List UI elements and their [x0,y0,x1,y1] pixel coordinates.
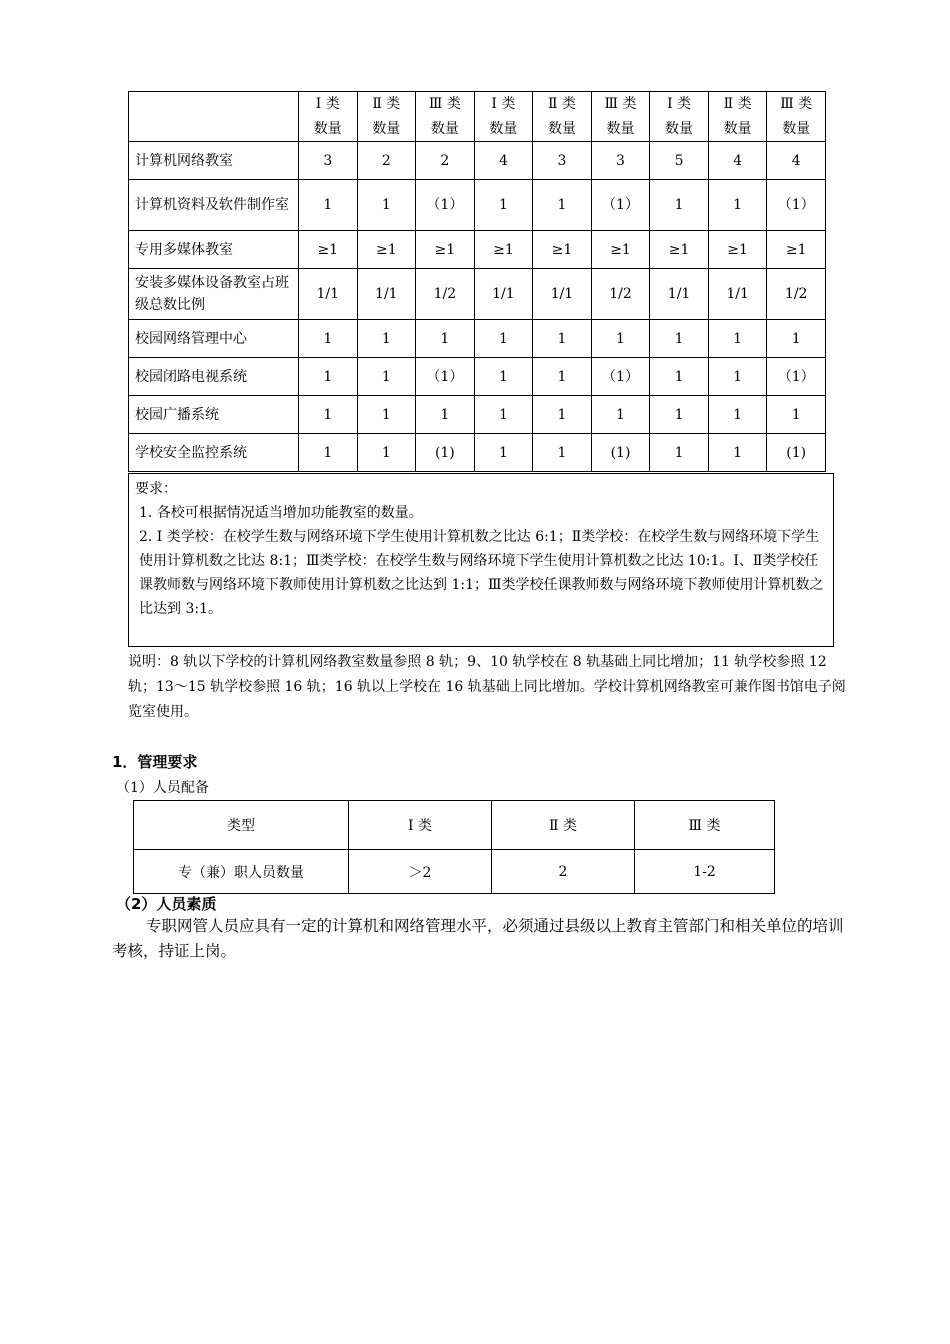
table-cell: 1/1 [357,269,416,320]
staff-header-cell: Ⅰ 类 [349,801,492,850]
table-row [129,231,826,269]
table-cell: ≥1 [650,231,709,269]
table-cell: 1 [299,358,358,396]
table-cell: 1/1 [650,269,709,320]
header-cell: Ⅱ 类 [708,92,767,117]
table-cell: 1 [299,320,358,358]
row-label: 安装多媒体设备教室占班级总数比例 [129,269,299,320]
table-cell: ≥1 [416,231,475,269]
staff-header-cell: Ⅲ 类 [635,801,775,850]
header-cell: 数量 [708,116,767,142]
table-cell: 1/2 [591,269,650,320]
table-cell: ≥1 [533,231,592,269]
staff-data-cell: 2 [492,850,635,894]
header-cell: 数量 [591,116,650,142]
table-cell: 1 [357,320,416,358]
equipment-header-row-1 [129,92,826,117]
header-cell: Ⅲ 类 [591,92,650,117]
header-cell: Ⅰ 类 [474,92,533,117]
table-cell: 1 [708,434,767,472]
table-cell: 1 [357,396,416,434]
staff-data-cell: 专（兼）职人员数量 [134,850,349,894]
header-cell: 数量 [650,116,709,142]
staff-header-row [134,801,775,850]
table-cell: 1 [533,358,592,396]
table-cell: （1） [591,358,650,396]
table-cell: 1/2 [416,269,475,320]
table-cell: （1） [767,180,826,231]
table-cell: 1 [474,180,533,231]
table-cell: 1 [474,434,533,472]
table-cell: 3 [591,142,650,180]
table-cell: 1 [650,396,709,434]
table-cell: 1 [533,434,592,472]
table-cell: 1 [357,358,416,396]
header-cell: 数量 [767,116,826,142]
equipment-header-row-2 [129,116,826,142]
table-cell: 1 [650,358,709,396]
header-cell: Ⅱ 类 [533,92,592,117]
header-cell: 数量 [357,116,416,142]
table-cell: ≥1 [357,231,416,269]
row-label: 专用多媒体教室 [129,231,299,269]
table-row [129,142,826,180]
table-cell: 4 [767,142,826,180]
row-label: 校园网络管理中心 [129,320,299,358]
table-cell: 1 [767,396,826,434]
table-cell: 4 [474,142,533,180]
table-cell: 1 [650,180,709,231]
header-cell: Ⅰ 类 [650,92,709,117]
table-cell: 1 [708,320,767,358]
table-cell: 2 [416,142,475,180]
table-row [129,269,826,320]
table-cell: （1） [591,180,650,231]
table-cell: 1 [474,396,533,434]
header-cell [129,116,299,142]
staff-data-cell: 1-2 [635,850,775,894]
table-cell: 1 [708,396,767,434]
table-cell: 1 [474,358,533,396]
table-cell: 3 [299,142,358,180]
requirements-title: 要求： [135,481,177,497]
requirement-item-1: 1. 各校可根据情况适当增加功能教室的数量。 [139,505,423,521]
table-cell: 1 [650,320,709,358]
table-cell: ≥1 [767,231,826,269]
table-cell: 1 [708,180,767,231]
table-row [129,358,826,396]
row-label: 校园广播系统 [129,396,299,434]
header-cell: 数量 [416,116,475,142]
table-cell: 1 [474,320,533,358]
staff-header-cell: Ⅱ 类 [492,801,635,850]
note-paragraph: 说明：8 轨以下学校的计算机网络教室数量参照 8 轨；9、10 轨学校在 8 轨基础上同比增加；11 轨学校参照 12 轨；13～15 轨学校参照 16 轨；16 轨以上学校在 16 轨基础上同比增加。学校计算机网络教室可兼作图书馆电子阅览室使用。 [128,654,846,720]
quality-paragraph: 专职网管人员应具有一定的计算机和网络管理水平，必须通过县级以上教育主管部门和相关单位的培训考核，持证上岗。 [112,917,844,960]
table-cell: 1 [416,396,475,434]
table-row [129,320,826,358]
header-cell: Ⅱ 类 [357,92,416,117]
table-cell: (1) [591,434,650,472]
table-cell: 5 [650,142,709,180]
staff-header-cell: 类型 [134,801,349,850]
table-row [129,180,826,231]
row-label: 计算机网络教室 [129,142,299,180]
equipment-table [128,91,826,472]
table-cell: 1 [357,434,416,472]
table-cell: 1/2 [767,269,826,320]
table-row [129,434,826,472]
table-cell: 1 [299,396,358,434]
management-heading: 1．管理要求 [112,753,198,771]
table-cell: 1 [299,434,358,472]
header-cell: Ⅰ 类 [299,92,358,117]
table-cell: (1) [767,434,826,472]
table-cell: 1 [591,396,650,434]
table-row [129,396,826,434]
table-cell: 1 [533,180,592,231]
row-label: 学校安全监控系统 [129,434,299,472]
table-cell: 3 [533,142,592,180]
table-cell: ≥1 [591,231,650,269]
equipment-table-body [129,92,826,472]
table-cell: ≥1 [474,231,533,269]
header-cell: Ⅲ 类 [416,92,475,117]
quality-subheading: （2）人员素质 [116,895,217,913]
requirement-item-2: 2. Ⅰ 类学校：在校学生数与网络环境下学生使用计算机数之比达 6:1；Ⅱ类学校：在校学生数与网络环境下学生使用计算机数之比达 8:1；Ⅲ类学校：在校学生数与网络环境下学生使用计算机数之比达 10:1。Ⅰ、Ⅱ类学校任课教师数与网络环境下教师使用计算机数之比达到 1:1；Ⅲ类学校任课教师数与网络环境下教师使用计算机数之比达到 3:1。 [139,529,824,617]
table-cell: 1 [357,180,416,231]
table-cell: ≥1 [299,231,358,269]
row-label: 校园闭路电视系统 [129,358,299,396]
row-label: 计算机资料及软件制作室 [129,180,299,231]
table-cell: 1 [299,180,358,231]
staff-data-row [134,850,775,894]
header-cell: 数量 [299,116,358,142]
table-cell: 1 [767,320,826,358]
table-cell: 1 [650,434,709,472]
table-cell: （1） [416,358,475,396]
table-cell: 1/1 [533,269,592,320]
table-cell: （1） [416,180,475,231]
table-cell: (1) [416,434,475,472]
header-cell: 数量 [474,116,533,142]
table-cell: 1/1 [474,269,533,320]
table-cell: （1） [767,358,826,396]
table-cell: 1 [708,358,767,396]
header-cell: Ⅲ 类 [767,92,826,117]
table-cell: 4 [708,142,767,180]
header-cell: 数量 [533,116,592,142]
table-cell: 1/1 [299,269,358,320]
staff-table [133,800,775,894]
requirements-box [128,473,834,647]
table-cell: 2 [357,142,416,180]
table-cell: 1 [533,320,592,358]
table-cell: 1 [416,320,475,358]
table-cell: 1 [591,320,650,358]
table-cell: ≥1 [708,231,767,269]
table-cell: 1/1 [708,269,767,320]
header-cell [129,92,299,117]
staff-data-cell: ＞2 [349,850,492,894]
table-cell: 1 [533,396,592,434]
staffing-subheading: （1）人员配备 [116,780,209,796]
